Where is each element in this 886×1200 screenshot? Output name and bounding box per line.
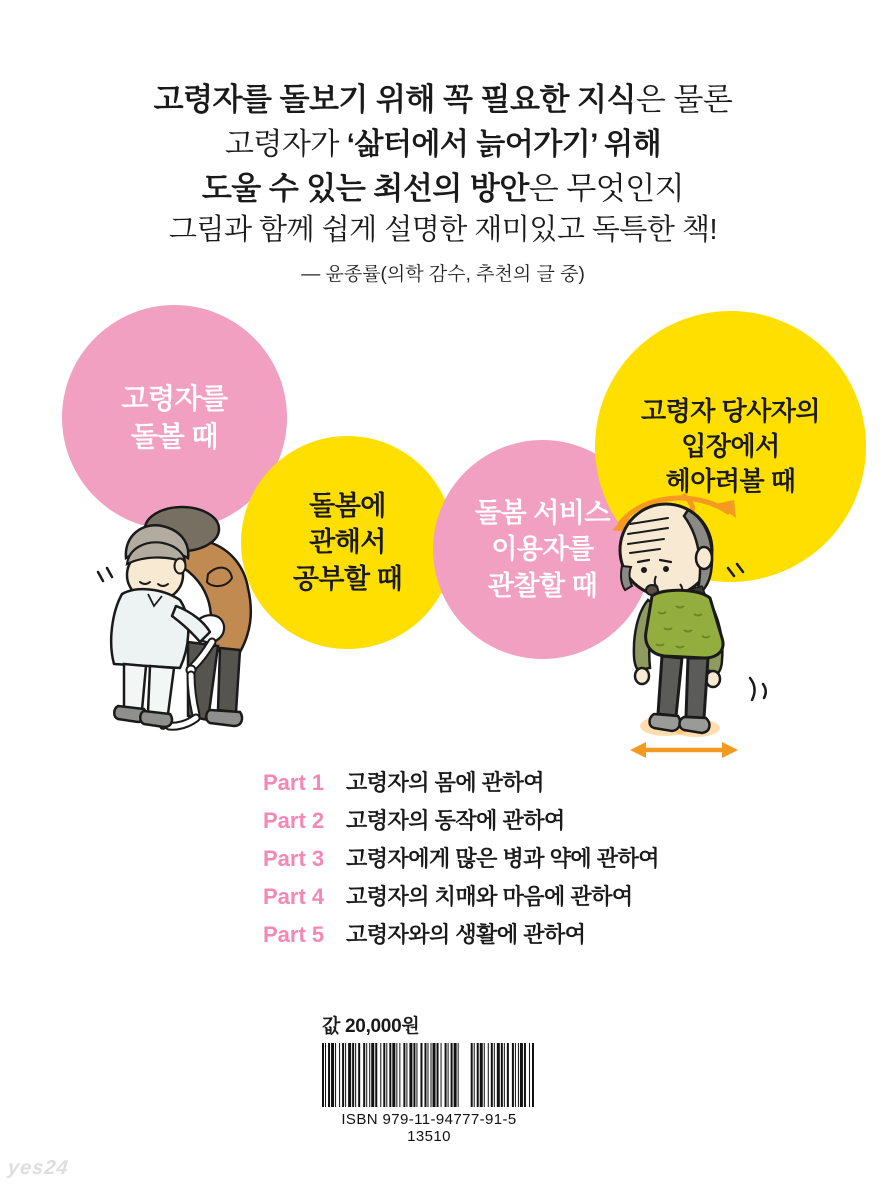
part-row — [263, 766, 659, 795]
commerce-block — [322, 1011, 536, 1145]
headline-line4: 그림과 함께 쉽게 설명한 재미있고 독특한 책! — [168, 214, 718, 246]
headline-line2: 고령자가 ‘삶터에서 늙어가기’ 위해 — [224, 128, 662, 161]
part-title: 고령자의 치매와 마음에 관하여 — [346, 884, 633, 909]
hunched-elderly-man-illustration — [600, 488, 795, 778]
part-row — [263, 880, 659, 909]
part-row — [263, 842, 659, 871]
headline-line1: 고령자를 돌보기 위해 꼭 필요한 지식은 물론 — [153, 82, 733, 117]
caregiver-helping-elder-illustration — [90, 500, 275, 745]
part-row — [263, 804, 659, 833]
headline-line3: 도울 수 있는 최선의 방안은 무엇인지 — [201, 171, 685, 206]
part-label: Part 1 — [263, 770, 325, 795]
part-title: 고령자에게 많은 병과 약에 관하여 — [346, 846, 659, 871]
bubble-perspective: 고령자 당사자의 입장에서 헤아려볼 때 — [595, 311, 866, 582]
part-row — [263, 918, 659, 947]
part-label: Part 3 — [263, 846, 325, 871]
part-label: Part 4 — [263, 884, 325, 909]
recommendation-attribution: — 윤종률(의학 감수, 추천의 글 중) — [301, 264, 585, 285]
part-label: Part 5 — [263, 922, 325, 947]
barcode — [322, 1043, 536, 1107]
bubble-study: 돌봄에 관해서 공부할 때 — [241, 436, 454, 649]
yes24-watermark: yes24 — [6, 1157, 70, 1179]
bubble-care: 고령자를 돌볼 때 — [62, 305, 287, 530]
part-title: 고령자와의 생활에 관하여 — [346, 922, 586, 947]
isbn-label: ISBN 979-11-94777-91-5 13510 — [341, 1111, 517, 1145]
elderly-man-figure — [620, 504, 766, 737]
bubble-observe: 돌봄 서비스 이용자를 관찰할 때 — [433, 440, 652, 659]
part-title: 고령자의 몸에 관하여 — [346, 770, 544, 795]
headline — [0, 84, 886, 284]
part-title: 고령자의 동작에 관하여 — [346, 808, 565, 833]
price-label: 값 20,000원 — [322, 1016, 420, 1037]
part-label: Part 2 — [263, 808, 325, 833]
parts-list — [263, 766, 659, 956]
sway-arrow-icon — [630, 742, 738, 758]
